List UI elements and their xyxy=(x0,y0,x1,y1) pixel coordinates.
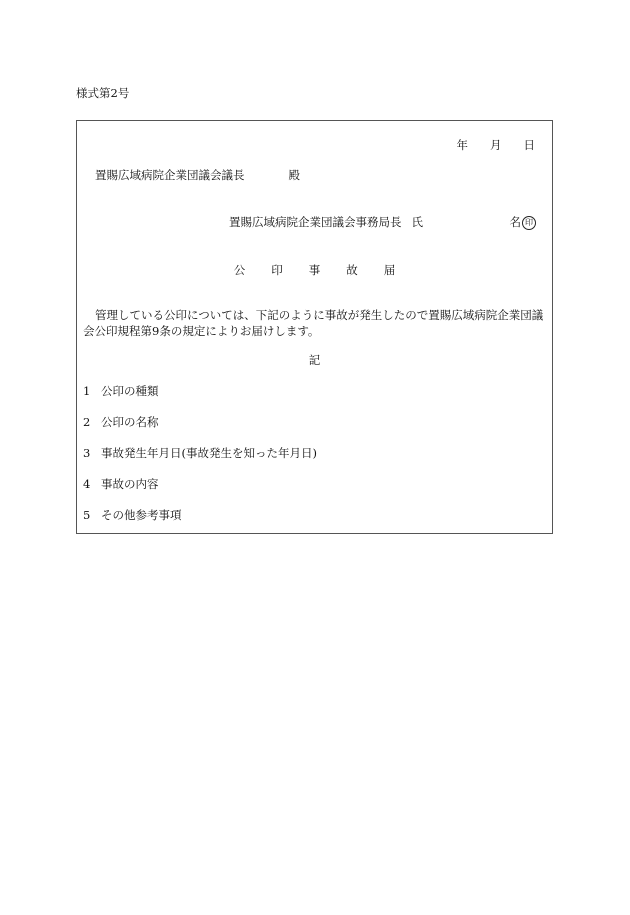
notification-form-frame xyxy=(76,120,553,534)
item-number: 4 xyxy=(83,477,91,491)
list-item xyxy=(83,507,182,523)
document-title xyxy=(77,262,552,278)
seal-mark: 印 xyxy=(522,216,536,230)
title-char-4: 故 xyxy=(346,263,358,277)
item-label: 事故発生年月日(事故発生を知った年月日) xyxy=(101,446,317,460)
sender-name-seal xyxy=(510,214,537,230)
item-label: 事故の内容 xyxy=(101,477,159,491)
sender-name-label-1: 氏 xyxy=(411,215,423,229)
ki-heading: 記 xyxy=(308,353,321,367)
title-char-2: 印 xyxy=(271,263,283,277)
sender-name-label-2: 名 xyxy=(509,215,521,229)
date-year-label: 年 xyxy=(456,138,468,152)
list-item xyxy=(83,414,159,430)
item-label: 公印の名称 xyxy=(101,415,159,429)
date-day-label: 日 xyxy=(523,138,535,152)
item-number: 1 xyxy=(83,384,91,398)
addressee-honorific: 殿 xyxy=(288,168,300,182)
item-label: 公印の種類 xyxy=(101,384,159,398)
title-char-3: 事 xyxy=(308,263,321,277)
list-item xyxy=(83,476,159,492)
item-number: 2 xyxy=(83,415,91,429)
body-text: 管理している公印については、下記のように事故が発生したので置賜広域病院企業団議会公印規程第9条の規定によりお届けします。 xyxy=(83,308,544,338)
title-char-1: 公 xyxy=(233,263,246,277)
title-char-5: 届 xyxy=(383,263,396,277)
item-number: 5 xyxy=(83,508,91,522)
sender xyxy=(229,214,423,230)
item-label: その他参考事項 xyxy=(101,508,182,522)
item-number: 3 xyxy=(83,446,91,460)
sender-title: 置賜広域病院企業団議会事務局長 xyxy=(229,215,402,229)
list-item xyxy=(83,445,317,461)
addressee xyxy=(95,167,300,183)
addressee-name: 置賜広域病院企業団議会議長 xyxy=(95,168,245,182)
form-number: 様式第2号 xyxy=(76,86,130,100)
date-line xyxy=(457,137,536,153)
date-month-label: 月 xyxy=(490,138,502,152)
list-item xyxy=(83,383,159,399)
